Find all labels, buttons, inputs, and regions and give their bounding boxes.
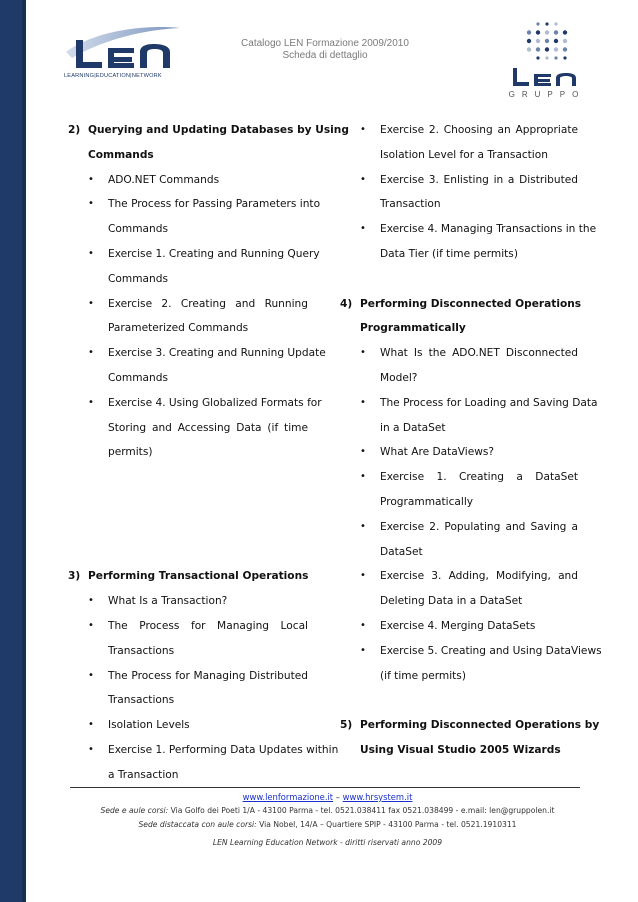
spacer [68, 490, 308, 515]
list-item [88, 242, 320, 267]
bullet-icon: • [360, 396, 366, 408]
logo-dot [554, 22, 557, 25]
list-item-text: Transactions [108, 694, 175, 707]
list-item-cont [88, 763, 308, 788]
list-item [88, 713, 308, 738]
logo-dot [536, 39, 540, 43]
list-item [88, 168, 308, 193]
section-title: Using Visual Studio 2005 Wizards [360, 743, 561, 756]
list-item-text: Exercise 2. Populating and Saving a [380, 520, 578, 533]
list-item-cont [360, 664, 578, 689]
section-title: Querying and Updating Databases by Using [88, 124, 349, 136]
catalog-title: Catalogo LEN Formazione 2009/2010 [241, 38, 409, 49]
list-item-cont [88, 416, 308, 441]
list-item-text: The Process for Managing Distributed [108, 669, 308, 682]
list-item-text: Exercise 2. Choosing an Appropriate [380, 124, 578, 136]
bullet-icon: • [360, 173, 366, 185]
logo-tagline: LEARNING|EDUCATION|NETWORK [64, 73, 162, 79]
footer-branch-label: Sede distaccata con aule corsi: [138, 820, 257, 829]
list-item-cont [360, 192, 578, 217]
list-item-text: Programmatically [380, 495, 474, 508]
list-item-text: Exercise 3. Adding, Modifying, and [380, 570, 578, 583]
list-item [88, 614, 308, 639]
list-item-cont [360, 589, 578, 614]
logo-dot [554, 47, 558, 51]
spacer [340, 688, 578, 713]
list-item-text: Exercise 4. Managing Transactions in the [380, 223, 597, 236]
list-item-text: The Process for Passing Parameters into [108, 198, 321, 211]
bullet-icon: • [88, 297, 94, 309]
bullet-icon: • [360, 644, 366, 656]
bullet-icon: • [360, 223, 366, 235]
list-item-text: Transactions [108, 644, 175, 657]
list-item-text: What Is the ADO.NET Disconnected [380, 347, 578, 360]
list-item [360, 217, 597, 242]
section-title: Programmatically [360, 322, 466, 335]
footer-divider [70, 787, 580, 788]
spacer [68, 465, 308, 490]
list-item [88, 589, 308, 614]
footer-link-separator: – [335, 792, 340, 802]
bullet-icon: • [88, 173, 94, 185]
list-item-text: Isolation Levels [108, 719, 190, 732]
list-item [88, 292, 308, 317]
list-item-cont [88, 217, 308, 242]
list-item [360, 515, 578, 540]
list-item [88, 738, 339, 763]
list-item-text: Commands [108, 371, 168, 384]
list-item [88, 391, 322, 416]
logo-dot [563, 56, 566, 59]
section-title: Performing Disconnected Operations by [360, 719, 600, 732]
list-item-text: Exercise 2. Creating and Running [108, 297, 308, 310]
gruppo-label: GRUPPO [508, 90, 586, 99]
list-item-text: a Transaction [108, 768, 179, 781]
list-item-text: Transaction [380, 198, 441, 211]
list-item-text: Exercise 3. Enlisting in a Distributed [380, 173, 578, 186]
section-heading [340, 292, 582, 317]
spacer [68, 540, 308, 565]
logo-dot [545, 47, 549, 51]
list-item-text: Storing and Accessing Data (if time [108, 421, 308, 434]
list-item [360, 391, 598, 416]
bullet-icon: • [88, 198, 94, 210]
bullet-icon: • [360, 347, 366, 359]
bullet-icon: • [360, 619, 366, 631]
list-item-text: Deleting Data in a DataSet [380, 595, 523, 608]
logo-dot [536, 47, 540, 51]
section-heading [68, 118, 349, 143]
list-item-text: Commands [108, 272, 168, 285]
list-item-cont [88, 316, 308, 341]
footer-address-text: Via Golfo dei Poeti 1/A - 43100 Parma - tel. 0521.038411 fax 0521.038499 - e.mail: len@gruppolen.it [168, 806, 555, 815]
list-item-text: ADO.NET Commands [108, 173, 220, 186]
list-item-text: Model? [380, 371, 418, 384]
section-title: Performing Disconnected Operations [360, 297, 582, 310]
section-heading-cont [340, 738, 578, 763]
len-logo-icon [62, 22, 184, 74]
logo-dot [545, 22, 548, 25]
dot-grid-icon [525, 20, 575, 64]
list-item [360, 440, 578, 465]
list-item-text: Exercise 5. Creating and Using DataViews [380, 644, 602, 657]
spacer [340, 267, 578, 292]
gruppo-len-logo [505, 18, 585, 102]
page-header-title [200, 38, 450, 62]
bullet-icon: • [88, 347, 94, 359]
footer-copyright: LEN Learning Education Network - diritti riservati anno 2009 [212, 838, 443, 847]
list-item-text: Exercise 4. Using Globalized Formats for [108, 396, 322, 409]
logo-dot [545, 56, 548, 59]
list-item [360, 118, 578, 143]
link-hrsystem[interactable]: www.hrsystem.it [342, 792, 413, 802]
bullet-icon: • [88, 743, 94, 755]
section-title: Performing Transactional Operations [88, 570, 309, 583]
len-wordmark-icon [511, 66, 579, 88]
section-heading-cont [68, 143, 308, 168]
list-item-cont [360, 143, 578, 168]
bullet-icon: • [360, 520, 366, 532]
logo-dot [527, 39, 531, 43]
bullet-icon: • [88, 595, 94, 607]
bullet-icon: • [88, 619, 94, 631]
catalog-subtitle: Scheda di dettaglio [282, 50, 368, 61]
logo-dot [545, 30, 549, 34]
logo-dot [563, 30, 567, 34]
list-item-text: Data Tier (if time permits) [380, 247, 518, 260]
list-item-text: Commands [108, 223, 168, 236]
logo-dot [536, 30, 540, 34]
list-item-text: Parameterized Commands [108, 322, 249, 335]
list-item-cont [360, 242, 578, 267]
section-number: 2) [68, 124, 81, 136]
page-sidebar-stripe [0, 0, 26, 902]
left-column [68, 118, 349, 788]
list-item-text: The Process for Loading and Saving Data [380, 396, 598, 409]
list-item [88, 192, 321, 217]
footer-address-branch [60, 820, 595, 829]
list-item-text: Exercise 1. Performing Data Updates within [108, 743, 339, 756]
list-item [360, 639, 602, 664]
section-heading [68, 564, 308, 589]
list-item [360, 465, 578, 490]
bullet-icon: • [88, 247, 94, 259]
len-logo [62, 22, 184, 84]
logo-dot [536, 22, 539, 25]
list-item-text: What Are DataViews? [380, 446, 495, 459]
list-item [360, 564, 578, 589]
section-title: Commands [88, 148, 154, 161]
logo-dot [527, 30, 531, 34]
list-item-text: Exercise 4. Merging DataSets [380, 619, 536, 632]
bullet-icon: • [88, 396, 94, 408]
list-item [360, 341, 578, 366]
list-item-text: permits) [108, 446, 153, 459]
list-item-text: Exercise 1. Creating a DataSet [380, 471, 578, 484]
list-item [360, 168, 578, 193]
list-item-cont [88, 639, 308, 664]
list-item-cont [88, 366, 308, 391]
bullet-icon: • [360, 570, 366, 582]
logo-dot [527, 47, 531, 51]
logo-dot [563, 39, 567, 43]
bullet-icon: • [360, 446, 366, 458]
bullet-icon: • [88, 669, 94, 681]
list-item [88, 664, 308, 689]
list-item-text: in a DataSet [380, 421, 446, 434]
bullet-icon: • [360, 124, 366, 135]
list-item-cont [360, 416, 578, 441]
logo-dot [536, 56, 539, 59]
list-item-cont [88, 267, 308, 292]
list-item-text: (if time permits) [380, 669, 466, 682]
section-number: 3) [68, 570, 81, 583]
list-item-cont [360, 490, 578, 515]
bullet-icon: • [360, 471, 366, 483]
logo-dot [554, 30, 558, 34]
list-item-cont [88, 688, 308, 713]
section-number: 4) [340, 297, 353, 310]
bullet-icon: • [88, 719, 94, 731]
section-heading [340, 713, 600, 738]
list-item-text: Exercise 1. Creating and Running Query [108, 247, 320, 260]
logo-dot [554, 56, 557, 59]
list-item-text: Exercise 3. Creating and Running Update [108, 347, 326, 360]
footer-links [60, 792, 595, 802]
list-item-cont [360, 366, 578, 391]
list-item-cont [360, 540, 578, 565]
spacer [68, 515, 308, 540]
section-number: 5) [340, 719, 353, 732]
link-lenformazione[interactable]: www.lenformazione.it [242, 792, 334, 802]
right-column [340, 118, 602, 763]
list-item-cont [88, 440, 308, 465]
list-item-text: What Is a Transaction? [108, 595, 228, 608]
list-item [88, 341, 326, 366]
list-item-text: Isolation Level for a Transaction [380, 148, 548, 161]
logo-dot [554, 39, 558, 43]
footer-address-label: Sede e aule corsi: [100, 806, 169, 815]
footer-branch-text: Via Nobel, 14/A – Quartiere SPIP - 43100 Parma - tel. 0521.1910311 [256, 820, 517, 829]
list-item-text: The Process for Managing Local [108, 619, 308, 632]
list-item-text: DataSet [380, 545, 423, 558]
section-heading-cont [340, 316, 578, 341]
logo-dot [545, 39, 549, 43]
footer-address-main [60, 806, 595, 815]
logo-dot [563, 47, 567, 51]
list-item [360, 614, 578, 639]
